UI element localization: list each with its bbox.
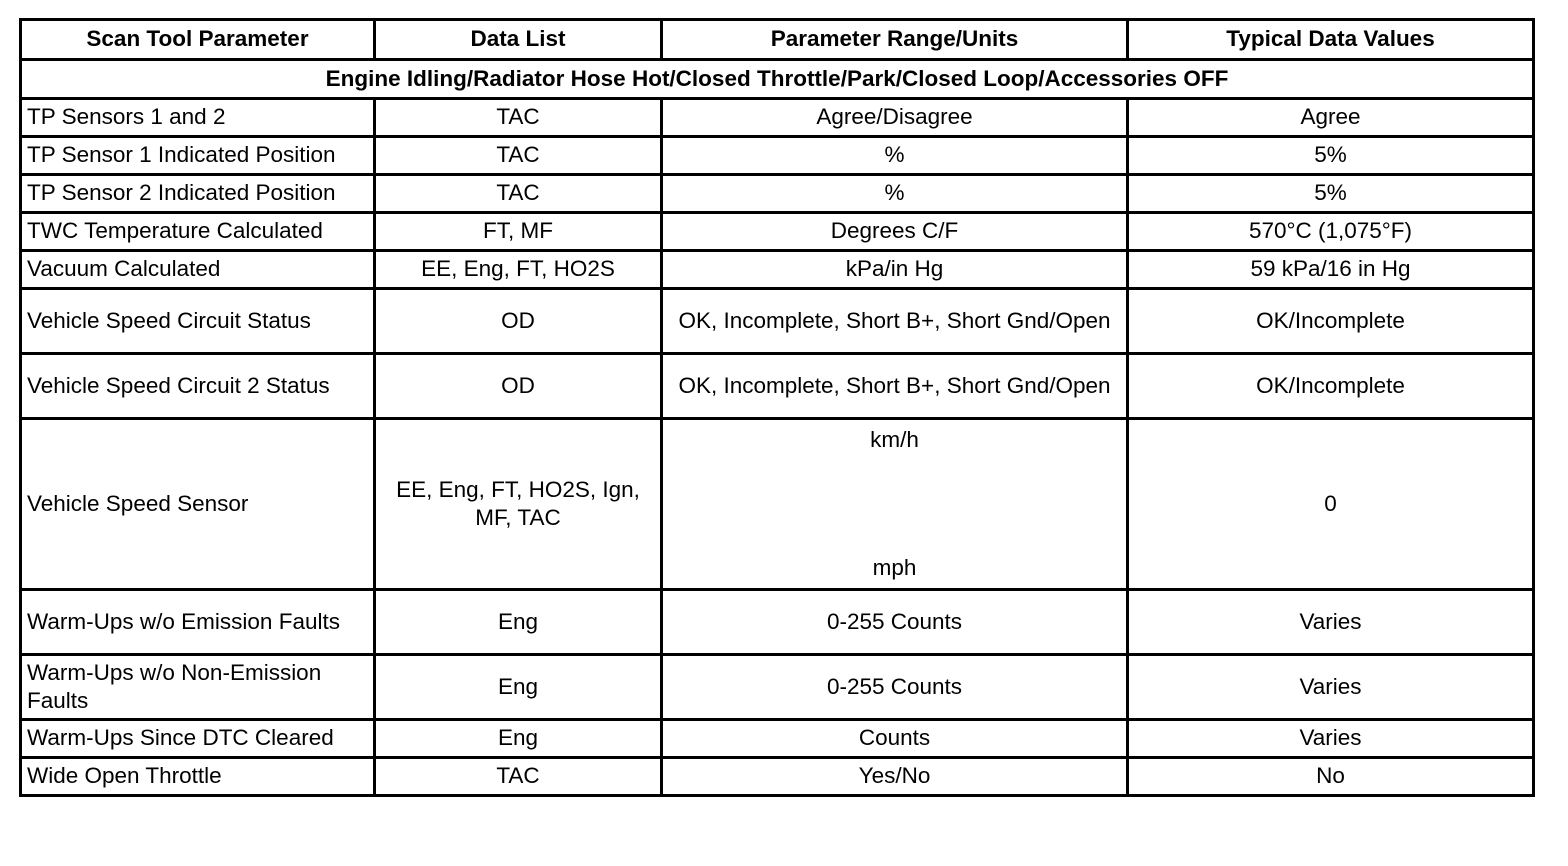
typical-data-value: No [1128,758,1534,796]
parameter-range-units: % [662,137,1128,175]
scan-tool-parameter: Warm-Ups Since DTC Cleared [21,720,375,758]
header-parameter-range-units: Parameter Range/Units [662,20,1128,60]
scan-tool-parameter: TP Sensor 1 Indicated Position [21,137,375,175]
data-list: FT, MF [375,213,662,251]
data-list: OD [375,354,662,419]
typical-data-value: Varies [1128,590,1534,655]
header-typical-data-values: Typical Data Values [1128,20,1534,60]
header-scan-tool-parameter: Scan Tool Parameter [21,20,375,60]
typical-data-value: 570°C (1,075°F) [1128,213,1534,251]
table-row [21,251,1534,289]
table-row [21,758,1534,796]
data-list: Eng [375,590,662,655]
header-row [21,20,1534,60]
typical-data-value: Varies [1128,720,1534,758]
data-list: OD [375,289,662,354]
parameter-range-units: Counts [662,720,1128,758]
scan-tool-data-table [19,18,1535,797]
typical-data-value: 5% [1128,137,1534,175]
parameter-range-units: 0-255 Counts [662,590,1128,655]
typical-data-value: 5% [1128,175,1534,213]
data-list: EE, Eng, FT, HO2S [375,251,662,289]
typical-data-value: Varies [1128,655,1534,720]
units-imperial: mph [872,554,917,580]
header-data-list: Data List [375,20,662,60]
table-row [21,590,1534,655]
parameter-range-units: % [662,175,1128,213]
condition-row [21,60,1534,99]
operating-condition: Engine Idling/Radiator Hose Hot/Closed Throttle/Park/Closed Loop/Accessories OFF [21,60,1534,99]
data-list: TAC [375,137,662,175]
scan-tool-parameter: TWC Temperature Calculated [21,213,375,251]
typical-data-value: Agree [1128,99,1534,137]
data-list: TAC [375,99,662,137]
table-row [21,354,1534,419]
table-row [21,175,1534,213]
parameter-range-units: OK, Incomplete, Short B+, Short Gnd/Open [662,289,1128,354]
scan-tool-parameter: Vacuum Calculated [21,251,375,289]
scan-tool-parameter: Vehicle Speed Circuit 2 Status [21,354,375,419]
parameter-range-units: Yes/No [662,758,1128,796]
parameter-range-units: OK, Incomplete, Short B+, Short Gnd/Open [662,354,1128,419]
data-list: EE, Eng, FT, HO2S, Ign, MF, TAC [375,419,662,590]
units-stack [668,426,1121,582]
typical-data-value: 0 [1128,419,1534,590]
scan-tool-parameter: Warm-Ups w/o Emission Faults [21,590,375,655]
scan-tool-parameter: Vehicle Speed Circuit Status [21,289,375,354]
units-metric: km/h [870,427,919,452]
table-row [21,720,1534,758]
data-list: TAC [375,175,662,213]
scan-tool-parameter: Wide Open Throttle [21,758,375,796]
parameter-range-units: kPa/in Hg [662,251,1128,289]
table-row [21,213,1534,251]
table-row [21,137,1534,175]
data-list: Eng [375,720,662,758]
data-list: TAC [375,758,662,796]
parameter-range-units: Agree/Disagree [662,99,1128,137]
scan-tool-parameter: TP Sensor 2 Indicated Position [21,175,375,213]
typical-data-value: OK/Incomplete [1128,354,1534,419]
table-row [21,419,1534,590]
table-row [21,289,1534,354]
table-row [21,99,1534,137]
parameter-range-units [662,419,1128,590]
data-list: Eng [375,655,662,720]
parameter-range-units: Degrees C/F [662,213,1128,251]
typical-data-value: 59 kPa/16 in Hg [1128,251,1534,289]
scan-tool-parameter: Warm-Ups w/o Non-Emission Faults [21,655,375,720]
scan-tool-parameter: TP Sensors 1 and 2 [21,99,375,137]
table-row [21,655,1534,720]
parameter-range-units: 0-255 Counts [662,655,1128,720]
scan-tool-parameter: Vehicle Speed Sensor [21,419,375,590]
typical-data-value: OK/Incomplete [1128,289,1534,354]
